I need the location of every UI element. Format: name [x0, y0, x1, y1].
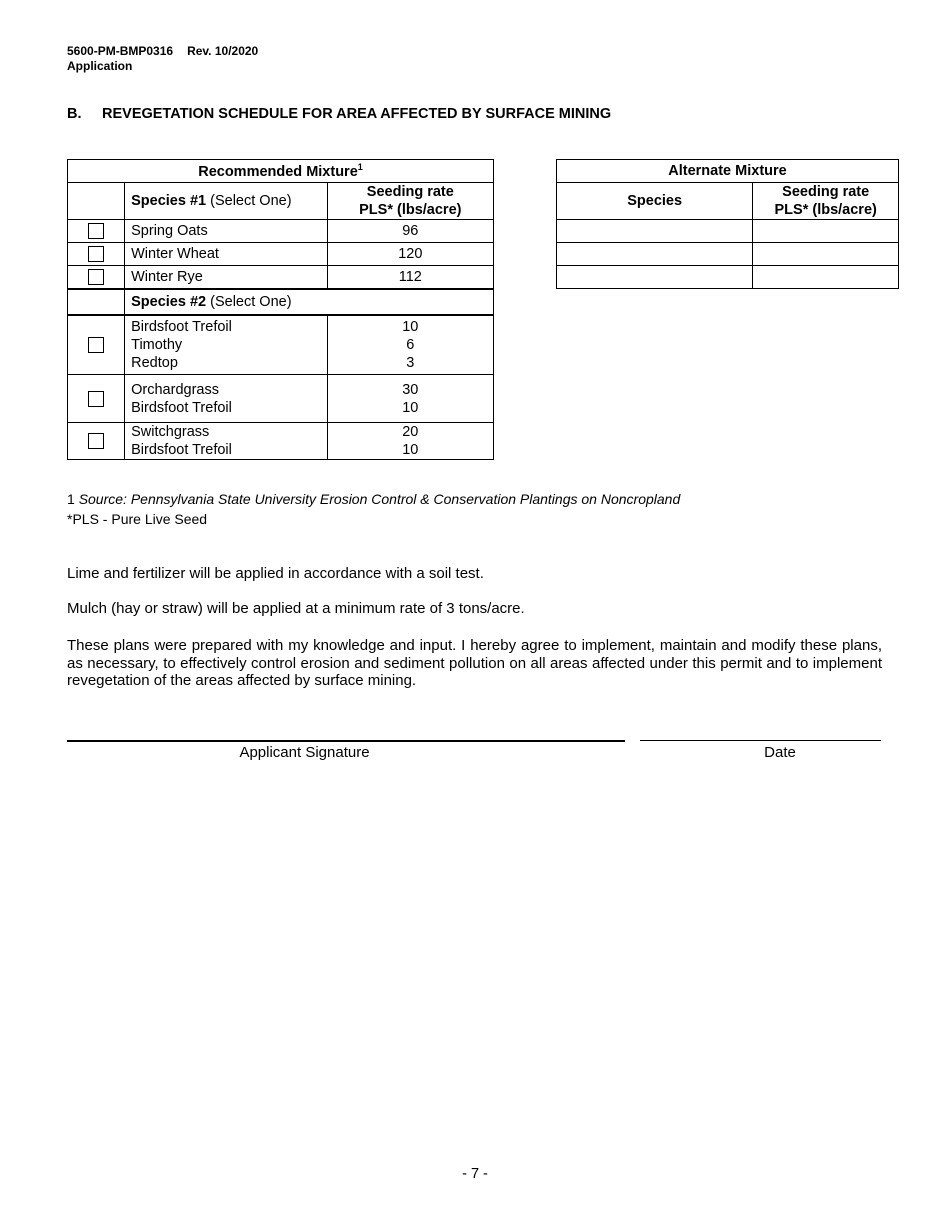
seeding-rates: 10 6 3: [327, 315, 493, 375]
date-line[interactable]: [640, 740, 881, 741]
species1-header: Species #1 (Select One): [125, 183, 327, 220]
species-names: Orchardgrass Birdsfoot Trefoil: [125, 375, 327, 423]
recommended-mixture-title: Recommended Mixture$^1$: [68, 160, 494, 183]
alt-rate-input[interactable]: [753, 220, 899, 243]
alt-species-input[interactable]: [557, 266, 753, 289]
checkbox-trefoil-timothy-redtop[interactable]: [88, 337, 104, 353]
table-row: [557, 220, 899, 243]
species-name: Spring Oats: [125, 220, 327, 243]
seeding-rate: 120: [327, 243, 493, 266]
date-label: Date: [764, 744, 796, 761]
checkbox-spring-oats[interactable]: [88, 223, 104, 239]
section-title-text: REVEGETATION SCHEDULE FOR AREA AFFECTED BY SURFACE MINING: [102, 106, 612, 122]
lime-paragraph: Lime and fertilizer will be applied in accordance with a soil test.: [67, 565, 484, 582]
table-row: [68, 423, 494, 460]
seeding-rates: 20 10: [327, 423, 493, 460]
form-section: Application: [67, 58, 133, 73]
alternate-mixture-table: [556, 159, 899, 289]
seeding-rate-header: Seeding rate PLS* (lbs/acre): [327, 183, 493, 220]
checkbox-orchardgrass-trefoil[interactable]: [88, 391, 104, 407]
alt-rate-input[interactable]: [753, 243, 899, 266]
species-names: Birdsfoot Trefoil Timothy Redtop: [125, 315, 327, 375]
alternate-mixture-title: Alternate Mixture: [557, 160, 899, 183]
seeding-rate: 112: [327, 266, 493, 290]
checkbox-winter-rye[interactable]: [88, 269, 104, 285]
alt-rate-input[interactable]: [753, 266, 899, 289]
alt-seeding-rate-header: Seeding rate PLS* (lbs/acre): [753, 183, 899, 220]
form-number: 5600-PM-BMP0316: [67, 44, 174, 58]
signature-line[interactable]: [67, 740, 625, 742]
table-row: [68, 375, 494, 423]
table-row: [557, 266, 899, 289]
table-row: [68, 243, 494, 266]
signature-label: Applicant Signature: [239, 744, 370, 761]
species-name: Winter Rye: [125, 266, 327, 290]
checkbox-winter-wheat[interactable]: [88, 246, 104, 262]
species-names: Switchgrass Birdsfoot Trefoil: [125, 423, 327, 460]
seeding-rates: 30 10: [327, 375, 493, 423]
seeding-rate: 96: [327, 220, 493, 243]
species-name: Winter Wheat: [125, 243, 327, 266]
mulch-paragraph: Mulch (hay or straw) will be applied at a minimum rate of 3 tons/acre.: [67, 600, 525, 617]
alt-species-input[interactable]: [557, 243, 753, 266]
alt-species-input[interactable]: [557, 220, 753, 243]
agreement-paragraph: These plans were prepared with my knowledge and input. I hereby agree to implement, maintain and modify these plans, as necessary, to effectively control erosion and sediment pollution on all areas affected under this permit and to implement revegetation of the areas affected by surface mining.: [67, 637, 882, 689]
table-row: [68, 220, 494, 243]
section-letter: B.: [67, 106, 82, 122]
table-row: [68, 266, 494, 290]
recommended-mixture-table: [67, 159, 494, 460]
checkbox-column-header: [68, 183, 125, 220]
section-title: [67, 106, 611, 122]
alt-species-header: Species: [557, 183, 753, 220]
form-revision: Rev. 10/2020: [187, 44, 259, 58]
table-row: [68, 315, 494, 375]
footnote-source: 1 Source: Pennsylvania State University Erosion Control & Conservation Plantings on Noncropland: [67, 491, 681, 507]
checkbox-switchgrass-trefoil[interactable]: [88, 433, 104, 449]
species2-header: Species #2 (Select One): [125, 289, 494, 315]
page-number: - 7 -: [462, 1166, 488, 1182]
footnote-ref: 1: [357, 162, 363, 173]
form-header: [67, 44, 258, 73]
footnote-pls: *PLS - Pure Live Seed: [67, 511, 208, 527]
table-row: [557, 243, 899, 266]
